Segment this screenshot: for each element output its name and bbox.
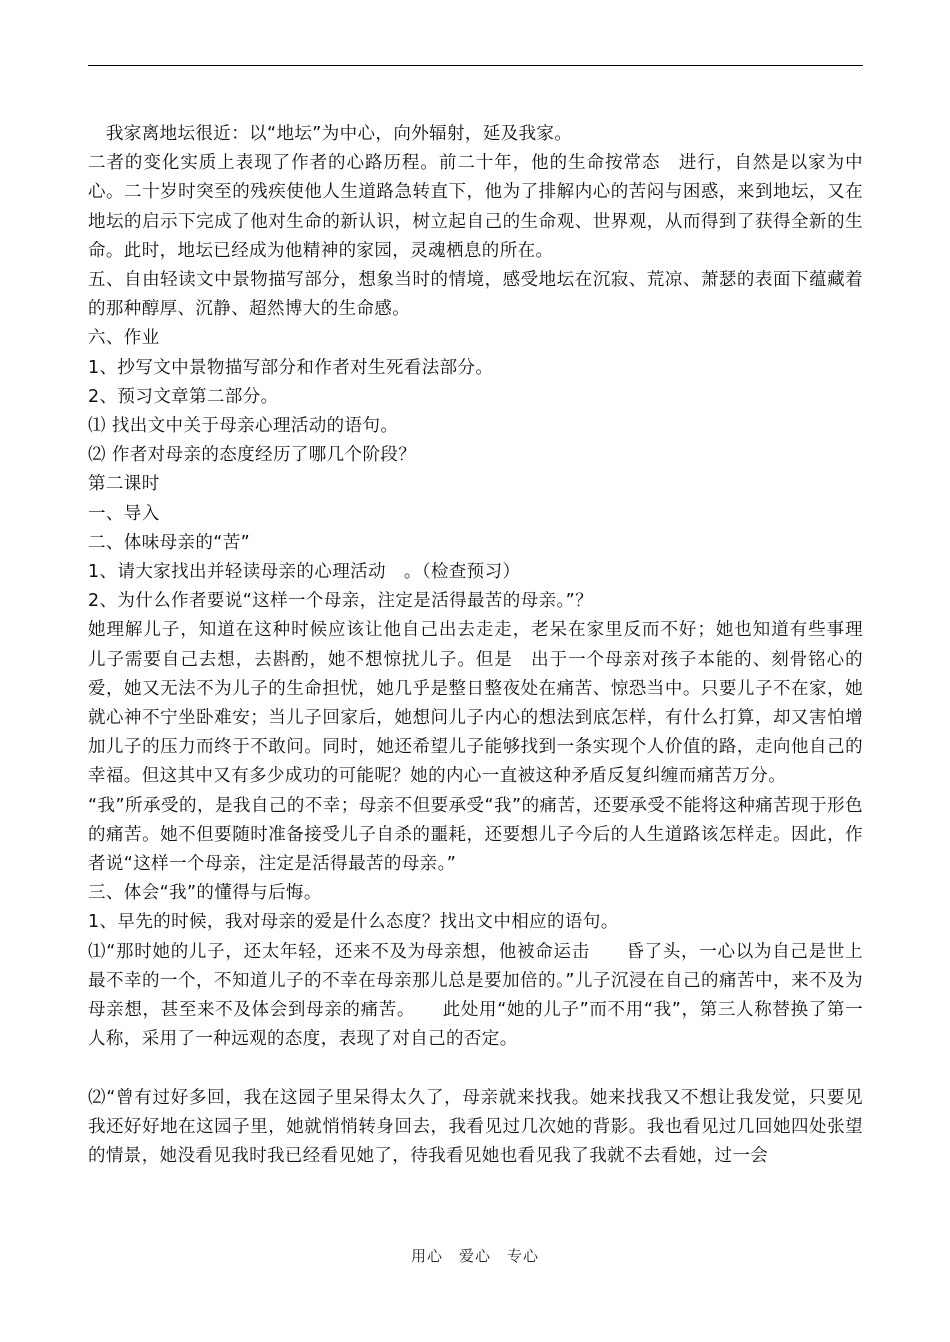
paragraph: “我”所承受的，是我自己的不幸；母亲不但要承受“我”的痛苦，还要承受不能将这种痛苦现于形色的痛苦。她不但要随时准备接受儿子自杀的噩耗，还要想儿子今后的人生道路该怎样走。因此，作者说“这样一个母亲，注定是活得最苦的母亲。” <box>88 795 863 875</box>
list-item: ⑵ 作者对母亲的态度经历了哪几个阶段？ <box>88 445 417 466</box>
list-item: ⑴ 找出文中关于母亲心理活动的语句。 <box>88 416 399 437</box>
paragraph: 我家离地坛很近：以“地坛”为中心，向外辐射，延及我家。 <box>88 124 573 144</box>
paragraph: 五、自由轻读文中景物描写部分，想象当时的情境，感受地坛在沉寂、荒凉、萧瑟的表面下蕴藏着的那种醇厚、沉静、超然博大的生命感。 <box>88 270 863 320</box>
page-footer: 用心 爱心 专心 <box>410 1247 539 1265</box>
section-heading: 一、导入 <box>88 503 160 524</box>
paragraph: 她理解儿子，知道在这种时候应该让他自己出去走走，老呆在家里反而不好；她也知道有些事理 儿子需要自己去想，去斟酌，她不想惊扰儿子。但是 出于一个母亲对孩子本能的、刻骨铭心的爱，她又无法不为儿子的生命担忧，她几乎是整日整夜处在痛苦、惊恐当中。只要儿子不在家，她就心神不宁坐卧难安；当儿子回家后，她想问儿子内心的想法到底怎样，有什么打算，却又害怕增加儿子的压力而终于不敢问。同时，她还希望儿子能够找到一条实现个人价值的路，走向他自己的幸福。但这其中又有多少成功的可能呢？她的内心一直被这种矛盾反复纠缠而痛苦万分。 <box>88 620 881 787</box>
paragraph: ⑴“那时她的儿子，还太年轻，还来不及为母亲想，他被命运击 昏了头，一心以为自己是世上最不幸的一个，不知道儿子的不幸在母亲那儿总是要加倍的。”儿子沉浸在自己的痛苦中，来不及为母亲想，甚至来不及体会到母亲的痛苦。 此处用“她的儿子”而不用“我”，第三人称替换了第一人称，采用了一种远观的态度，表现了对自己的否定。 <box>88 941 863 1050</box>
lesson-heading: 第二课时 <box>88 474 160 495</box>
list-item: 1、早先的时候，我对母亲的爱是什么态度？找出文中相应的语句。 <box>88 912 619 933</box>
list-item: 2、为什么作者要说“这样一个母亲，注定是活得最苦的母亲。”？ <box>88 591 594 612</box>
paragraph-gap <box>88 1055 863 1084</box>
section-heading: 二、体味母亲的“苦” <box>88 532 251 553</box>
document-body <box>88 120 881 1171</box>
section-heading: 六、作业 <box>88 328 160 349</box>
list-item: 1、抄写文中景物描写部分和作者对生死看法部分。 <box>88 357 494 378</box>
paragraph: ⑵“曾有过好多回，我在这园子里呆得太久了，母亲就来找我。她来找我又不想让我发觉，只要见我还好好地在这园子里，她就悄悄转身回去，我看见过几次她的背影。我也看见过几回她四处张望的情景，她没看见我时我已经看见她了，待我看见她也看见我了我就不去看她，过一会 <box>88 1087 863 1166</box>
section-heading: 三、体会“我”的懂得与后悔。 <box>88 883 322 904</box>
header-rule <box>88 65 863 66</box>
list-item: 1、请大家找出并轻读母亲的心理活动 。（检查预习） <box>88 562 521 583</box>
list-item: 2、预习文章第二部分。 <box>88 386 279 407</box>
paragraph: 二者的变化实质上表现了作者的心路历程。前二十年，他的生命按常态 进行，自然是以家为中心。二十岁时突至的残疾使他人生道路急转直下，他为了排解内心的苦闷与困惑，来到地坛，又在地坛的启示下完成了他对生命的新认识，树立起自己的生命观、世界观，从而得到了获得全新的生命。此时，地坛已经成为他精神的家园，灵魂栖息的所在。 <box>88 153 863 261</box>
